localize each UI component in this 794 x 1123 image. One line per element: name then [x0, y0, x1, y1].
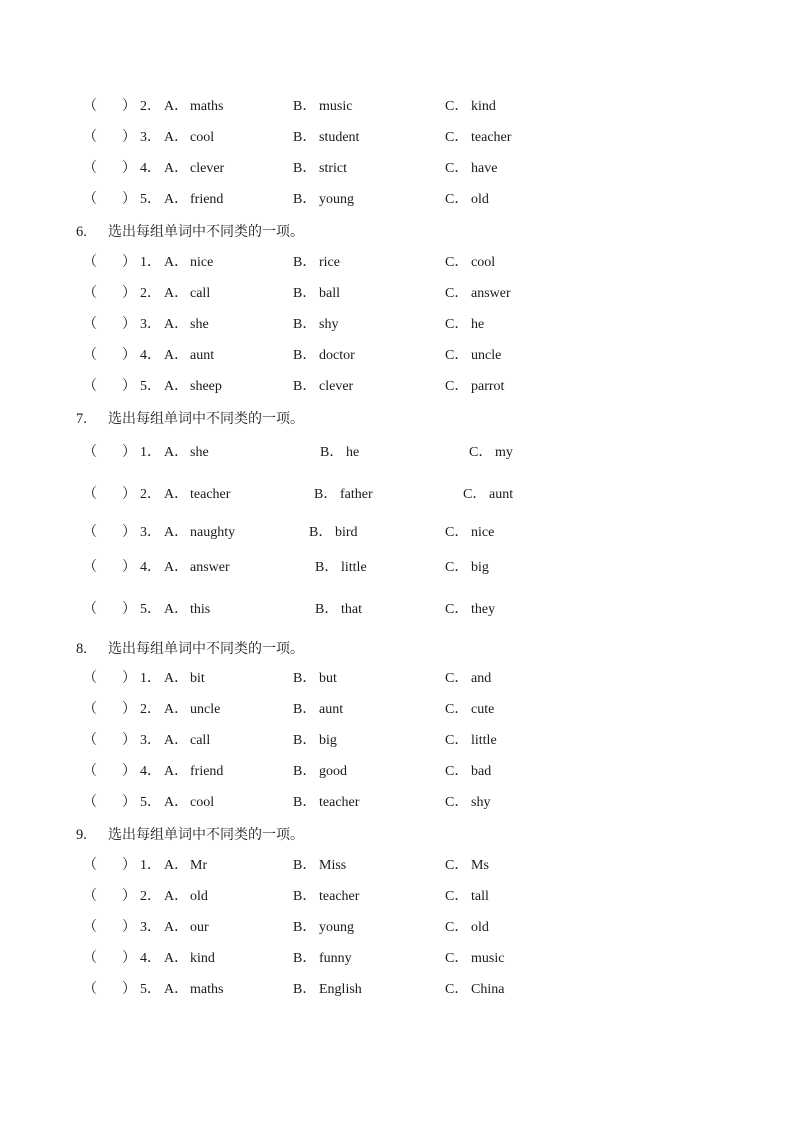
answer-paren-close: ）	[122, 130, 136, 145]
option-b-word: strict	[319, 161, 347, 176]
option-b-word: teacher	[319, 889, 360, 904]
option-c-word: nice	[471, 525, 495, 540]
option-c-word: bad	[471, 764, 492, 779]
option-a-word: teacher	[190, 487, 231, 502]
question-number: 4．	[140, 560, 161, 575]
option-b-word: little	[341, 560, 367, 575]
option-c-word: tall	[471, 889, 489, 904]
option-b-word: he	[346, 445, 360, 460]
section-instruction: 选出每组单词中不同类的一项。	[108, 411, 304, 427]
answer-paren-open: （	[83, 286, 97, 301]
option-a-word: answer	[190, 560, 230, 575]
option-a-letter: A．	[164, 702, 189, 717]
answer-paren-open: （	[83, 348, 97, 363]
option-a-letter: A．	[164, 920, 189, 935]
option-a-word: nice	[190, 255, 214, 270]
option-a-word: friend	[190, 192, 224, 207]
option-b-letter: B．	[293, 161, 317, 176]
option-b-word: aunt	[319, 702, 344, 717]
option-b-letter: B．	[293, 671, 317, 686]
option-c-letter: C．	[445, 889, 469, 904]
option-b-letter: B．	[320, 445, 344, 460]
option-a-word: old	[190, 889, 208, 904]
option-a-word: call	[190, 733, 211, 748]
option-c-word: and	[471, 671, 492, 686]
option-b-letter: B．	[315, 602, 339, 617]
option-a-word: she	[190, 445, 209, 460]
answer-paren-close: ）	[122, 161, 136, 176]
answer-paren-open: （	[83, 445, 97, 460]
option-c-word: parrot	[471, 379, 505, 394]
option-b-word: father	[340, 487, 373, 502]
option-c-word: music	[471, 951, 505, 966]
question-number: 3．	[140, 130, 161, 145]
answer-paren-close: ）	[122, 702, 136, 717]
answer-paren-open: （	[83, 602, 97, 617]
option-a-word: sheep	[190, 379, 222, 394]
option-a-letter: A．	[164, 889, 189, 904]
option-a-letter: A．	[164, 525, 189, 540]
option-c-word: cool	[471, 255, 496, 270]
option-b-letter: B．	[309, 525, 333, 540]
answer-paren-close: ）	[122, 858, 136, 873]
section-instruction: 选出每组单词中不同类的一项。	[108, 827, 304, 843]
option-b-letter: B．	[293, 317, 317, 332]
answer-paren-open: （	[83, 982, 97, 997]
option-a-word: uncle	[190, 702, 221, 717]
answer-paren-open: （	[83, 951, 97, 966]
option-b-word: Miss	[319, 858, 347, 873]
answer-paren-open: （	[83, 795, 97, 810]
option-a-letter: A．	[164, 99, 189, 114]
option-b-letter: B．	[293, 951, 317, 966]
option-b-word: teacher	[319, 795, 360, 810]
option-b-letter: B．	[293, 255, 317, 270]
option-a-word: bit	[190, 671, 205, 686]
option-b-word: good	[319, 764, 347, 779]
question-number: 3．	[140, 733, 161, 748]
answer-paren-open: （	[83, 764, 97, 779]
section-number: 8.	[76, 641, 87, 657]
option-b-word: but	[319, 671, 337, 686]
option-c-letter: C．	[445, 951, 469, 966]
option-c-word: answer	[471, 286, 511, 301]
option-a-word: naughty	[190, 525, 236, 540]
option-b-letter: B．	[293, 795, 317, 810]
option-c-word: my	[495, 445, 513, 460]
question-number: 1．	[140, 445, 161, 460]
option-b-letter: B．	[293, 379, 317, 394]
option-a-word: friend	[190, 764, 224, 779]
option-a-word: Mr	[190, 858, 208, 873]
question-number: 3．	[140, 525, 161, 540]
answer-paren-close: ）	[122, 889, 136, 904]
answer-paren-open: （	[83, 487, 97, 502]
question-number: 3．	[140, 317, 161, 332]
option-c-letter: C．	[445, 560, 469, 575]
option-a-letter: A．	[164, 487, 189, 502]
option-c-word: cute	[471, 702, 495, 717]
option-c-letter: C．	[445, 161, 469, 176]
answer-paren-close: ）	[122, 317, 136, 332]
question-number: 1．	[140, 255, 161, 270]
option-a-letter: A．	[164, 445, 189, 460]
option-b-word: music	[319, 99, 353, 114]
option-c-word: teacher	[471, 130, 512, 145]
option-a-word: this	[190, 602, 211, 617]
option-a-letter: A．	[164, 795, 189, 810]
option-b-letter: B．	[293, 99, 317, 114]
answer-paren-close: ）	[122, 795, 136, 810]
answer-paren-close: ）	[122, 671, 136, 686]
option-c-word: aunt	[489, 487, 514, 502]
question-number: 5．	[140, 795, 161, 810]
option-a-letter: A．	[164, 560, 189, 575]
question-number: 5．	[140, 602, 161, 617]
option-a-word: clever	[190, 161, 225, 176]
answer-paren-open: （	[83, 525, 97, 540]
answer-paren-close: ）	[122, 445, 136, 460]
answer-paren-close: ）	[122, 560, 136, 575]
option-a-letter: A．	[164, 317, 189, 332]
option-b-letter: B．	[293, 130, 317, 145]
option-c-letter: C．	[445, 920, 469, 935]
option-c-word: shy	[471, 795, 491, 810]
question-number: 4．	[140, 161, 161, 176]
option-a-word: our	[190, 920, 209, 935]
option-c-letter: C．	[445, 286, 469, 301]
option-c-letter: C．	[445, 795, 469, 810]
option-b-letter: B．	[293, 348, 317, 363]
option-c-letter: C．	[445, 671, 469, 686]
question-number: 3．	[140, 920, 161, 935]
question-number: 1．	[140, 858, 161, 873]
option-b-letter: B．	[293, 889, 317, 904]
section-number: 7.	[76, 411, 87, 427]
option-b-word: bird	[335, 525, 358, 540]
question-number: 4．	[140, 348, 161, 363]
option-a-letter: A．	[164, 379, 189, 394]
answer-paren-close: ）	[122, 99, 136, 114]
option-b-word: student	[319, 130, 360, 145]
option-a-word: cool	[190, 795, 215, 810]
option-b-letter: B．	[293, 286, 317, 301]
option-a-letter: A．	[164, 764, 189, 779]
answer-paren-close: ）	[122, 602, 136, 617]
answer-paren-open: （	[83, 920, 97, 935]
option-a-word: maths	[190, 99, 224, 114]
option-c-word: China	[471, 982, 505, 997]
option-b-letter: B．	[293, 920, 317, 935]
answer-paren-close: ）	[122, 525, 136, 540]
option-c-letter: C．	[445, 702, 469, 717]
option-c-word: little	[471, 733, 497, 748]
answer-paren-close: ）	[122, 920, 136, 935]
option-b-letter: B．	[293, 192, 317, 207]
option-a-letter: A．	[164, 951, 189, 966]
question-number: 5．	[140, 379, 161, 394]
answer-paren-close: ）	[122, 951, 136, 966]
answer-paren-open: （	[83, 192, 97, 207]
section-instruction: 选出每组单词中不同类的一项。	[108, 641, 304, 657]
question-number: 2．	[140, 889, 161, 904]
option-b-word: that	[341, 602, 362, 617]
option-c-letter: C．	[445, 858, 469, 873]
option-c-letter: C．	[463, 487, 487, 502]
option-c-letter: C．	[445, 255, 469, 270]
answer-paren-close: ）	[122, 764, 136, 779]
option-a-letter: A．	[164, 161, 189, 176]
answer-paren-open: （	[83, 379, 97, 394]
answer-paren-open: （	[83, 733, 97, 748]
question-number: 5．	[140, 982, 161, 997]
answer-paren-open: （	[83, 702, 97, 717]
option-a-letter: A．	[164, 733, 189, 748]
option-b-word: young	[319, 192, 354, 207]
option-c-letter: C．	[445, 733, 469, 748]
question-number: 2．	[140, 702, 161, 717]
option-c-word: old	[471, 192, 489, 207]
question-number: 2．	[140, 99, 161, 114]
option-b-word: English	[319, 982, 362, 997]
section-number: 9.	[76, 827, 87, 843]
question-number: 1．	[140, 671, 161, 686]
option-a-word: aunt	[190, 348, 215, 363]
answer-paren-open: （	[83, 560, 97, 575]
option-a-letter: A．	[164, 130, 189, 145]
answer-paren-close: ）	[122, 487, 136, 502]
option-b-letter: B．	[293, 858, 317, 873]
option-c-letter: C．	[445, 348, 469, 363]
option-c-letter: C．	[445, 192, 469, 207]
option-b-letter: B．	[293, 982, 317, 997]
section-instruction: 选出每组单词中不同类的一项。	[108, 224, 304, 240]
option-a-letter: A．	[164, 255, 189, 270]
option-c-word: he	[471, 317, 485, 332]
option-c-letter: C．	[445, 525, 469, 540]
option-c-word: kind	[471, 99, 496, 114]
option-a-word: maths	[190, 982, 224, 997]
option-b-word: rice	[319, 255, 340, 270]
option-a-word: call	[190, 286, 211, 301]
answer-paren-open: （	[83, 858, 97, 873]
option-b-word: doctor	[319, 348, 355, 363]
question-number: 2．	[140, 487, 161, 502]
option-c-word: big	[471, 560, 489, 575]
option-c-word: they	[471, 602, 496, 617]
answer-paren-close: ）	[122, 348, 136, 363]
option-a-letter: A．	[164, 982, 189, 997]
answer-paren-close: ）	[122, 255, 136, 270]
answer-paren-open: （	[83, 130, 97, 145]
option-b-letter: B．	[315, 560, 339, 575]
option-a-word: kind	[190, 951, 215, 966]
option-c-letter: C．	[445, 130, 469, 145]
option-c-word: Ms	[471, 858, 489, 873]
option-b-letter: B．	[293, 733, 317, 748]
option-c-letter: C．	[445, 982, 469, 997]
option-a-letter: A．	[164, 602, 189, 617]
option-c-letter: C．	[445, 317, 469, 332]
option-b-word: funny	[319, 951, 352, 966]
option-a-letter: A．	[164, 286, 189, 301]
option-b-word: young	[319, 920, 354, 935]
answer-paren-open: （	[83, 99, 97, 114]
option-b-letter: B．	[314, 487, 338, 502]
option-a-letter: A．	[164, 858, 189, 873]
question-number: 5．	[140, 192, 161, 207]
option-c-letter: C．	[445, 602, 469, 617]
option-c-word: have	[471, 161, 498, 176]
answer-paren-open: （	[83, 317, 97, 332]
question-number: 4．	[140, 951, 161, 966]
option-b-word: shy	[319, 317, 339, 332]
option-b-word: clever	[319, 379, 354, 394]
option-b-word: ball	[319, 286, 340, 301]
option-a-letter: A．	[164, 348, 189, 363]
section-number: 6.	[76, 224, 87, 240]
answer-paren-open: （	[83, 671, 97, 686]
option-a-letter: A．	[164, 671, 189, 686]
answer-paren-open: （	[83, 161, 97, 176]
answer-paren-open: （	[83, 255, 97, 270]
answer-paren-close: ）	[122, 733, 136, 748]
option-a-letter: A．	[164, 192, 189, 207]
option-c-word: old	[471, 920, 489, 935]
option-b-letter: B．	[293, 764, 317, 779]
answer-paren-close: ）	[122, 379, 136, 394]
option-c-letter: C．	[445, 379, 469, 394]
question-number: 2．	[140, 286, 161, 301]
answer-paren-close: ）	[122, 982, 136, 997]
option-a-word: she	[190, 317, 209, 332]
option-b-word: big	[319, 733, 337, 748]
option-b-letter: B．	[293, 702, 317, 717]
option-c-word: uncle	[471, 348, 502, 363]
option-c-letter: C．	[469, 445, 493, 460]
option-a-word: cool	[190, 130, 215, 145]
answer-paren-close: ）	[122, 286, 136, 301]
answer-paren-close: ）	[122, 192, 136, 207]
answer-paren-open: （	[83, 889, 97, 904]
question-number: 4．	[140, 764, 161, 779]
option-c-letter: C．	[445, 764, 469, 779]
option-c-letter: C．	[445, 99, 469, 114]
